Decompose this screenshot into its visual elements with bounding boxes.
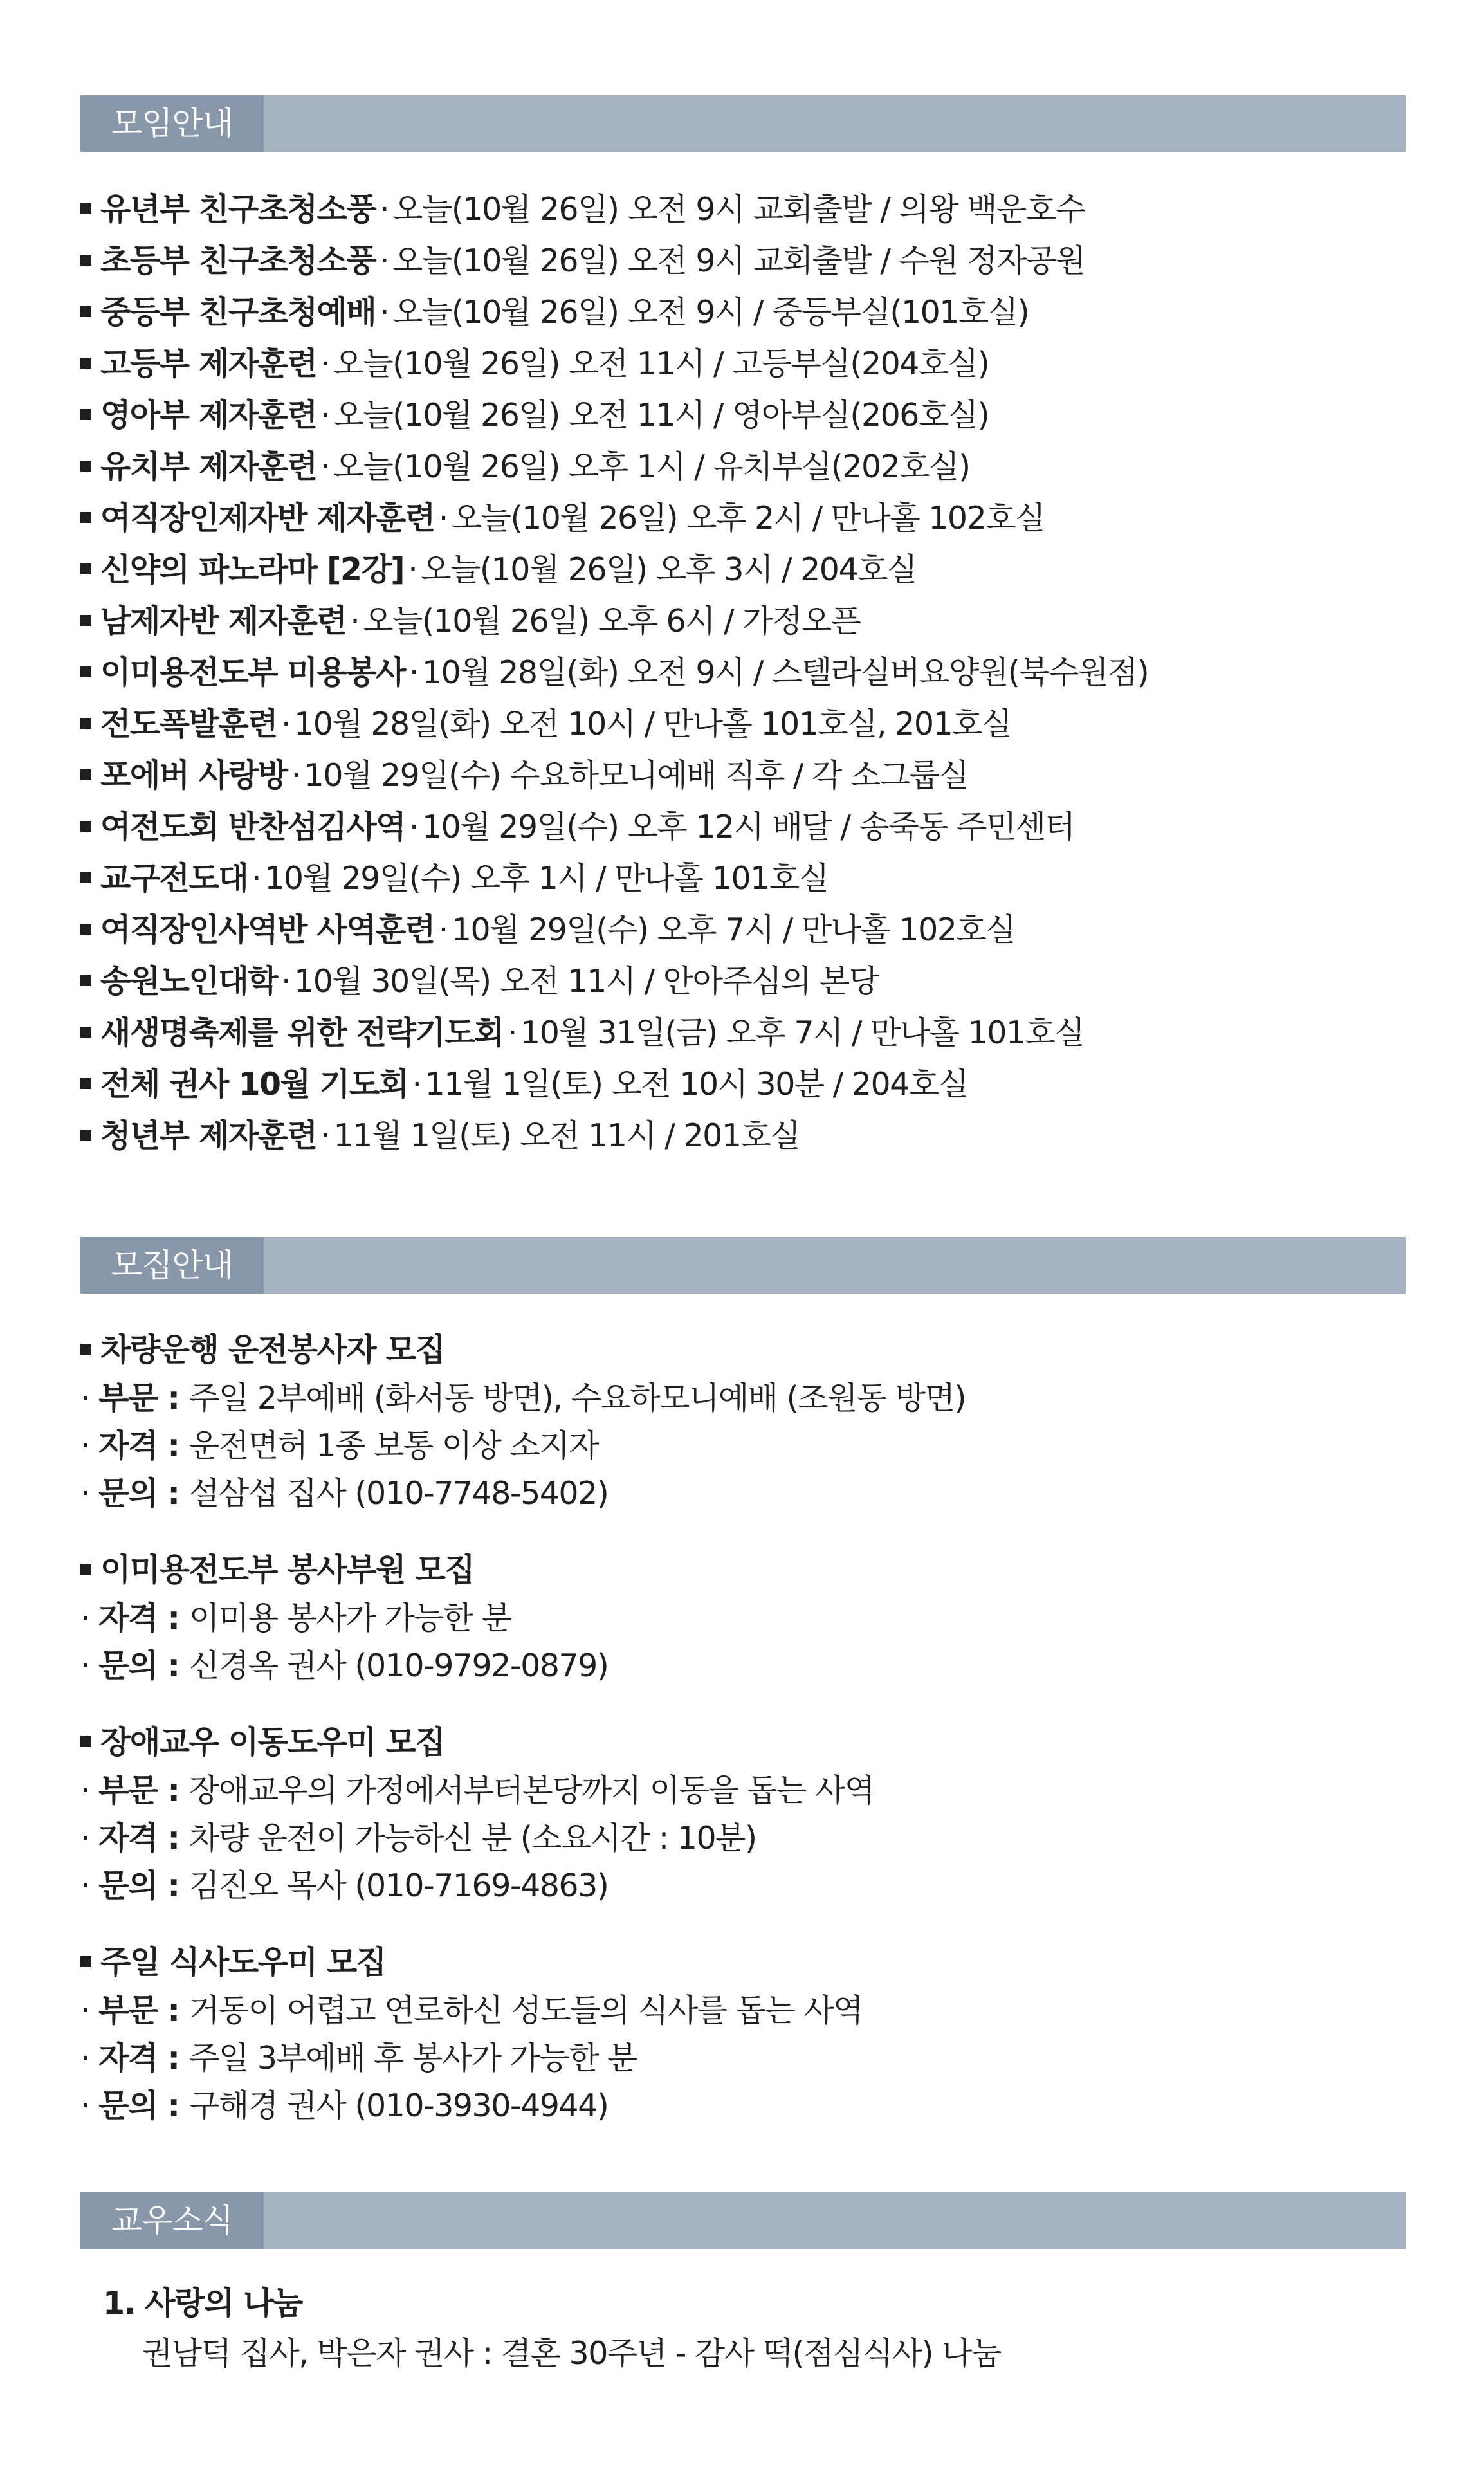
square-bullet-icon: [80, 306, 91, 317]
middle-dot-separator-icon: ·: [408, 809, 418, 845]
item-name: 중등부 친구초청예배: [100, 294, 376, 331]
recruit-title: [80, 1938, 1406, 1987]
item-name: 남제자반 제자훈련: [100, 603, 347, 639]
recruit-title: [80, 1326, 1406, 1375]
square-bullet-icon: [80, 975, 91, 986]
middle-dot-separator-icon: ·: [507, 1014, 517, 1051]
middle-dot-icon: ·: [80, 2087, 99, 2124]
middle-dot-icon: ·: [80, 1867, 99, 1904]
middle-dot-icon: ·: [80, 1992, 99, 2029]
middle-dot-separator-icon: ·: [380, 243, 389, 279]
colon-separator: :: [157, 1772, 190, 1809]
middle-dot-separator-icon: ·: [408, 551, 417, 588]
item-detail: 10월 29일(수) 수요하모니예배 직후 / 각 소그룹실: [304, 757, 969, 794]
square-bullet-icon: [80, 409, 91, 420]
item-name: 유년부 친구초청소풍: [100, 191, 376, 228]
recruit-line: [80, 1422, 1406, 1470]
recruit-label: 문의: [98, 1647, 158, 1684]
recruit-line: [80, 1375, 1406, 1422]
recruit-line: [80, 2082, 1406, 2130]
recruit-text: 설삼섭 집사 (010-7748-5402): [189, 1475, 609, 1512]
colon-separator: :: [157, 1867, 190, 1904]
recruit-title-text: 차량운행 운전봉사자 모집: [100, 1332, 445, 1368]
recruit-block: [80, 1938, 1406, 2130]
recruit-text: 이미용 봉사가 가능한 분: [189, 1600, 511, 1636]
list-item: [80, 287, 1406, 338]
square-bullet-icon: [80, 718, 91, 729]
square-bullet-icon: [80, 461, 91, 472]
recruit-line: [80, 1595, 1406, 1642]
item-name: 여직장인사역반 사역훈련: [100, 912, 435, 948]
recruit-text: 거동이 어렵고 연로하신 성도들의 식사를 돕는 사역: [189, 1992, 863, 2029]
item-name: 영아부 제자훈련: [100, 397, 317, 434]
recruit-block: [80, 1546, 1406, 1690]
colon-separator: :: [157, 1600, 190, 1636]
middle-dot-separator-icon: ·: [408, 654, 418, 691]
item-detail: 오늘(10월 26일) 오전 11시 / 고등부실(204호실): [333, 345, 989, 382]
square-bullet-icon: [80, 666, 91, 677]
recruit-label: 문의: [98, 1867, 158, 1904]
list-item: [80, 338, 1406, 390]
middle-dot-separator-icon: ·: [281, 963, 291, 1000]
item-detail: 10월 28일(화) 오전 10시 / 만나홀 101호실, 201호실: [294, 706, 1011, 742]
item-name: 이미용전도부 미용봉사: [100, 654, 405, 691]
square-bullet-icon: [80, 1027, 91, 1038]
middle-dot-separator-icon: ·: [438, 500, 448, 536]
middle-dot-separator-icon: ·: [281, 706, 291, 742]
item-detail: 10월 29일(수) 오후 1시 / 만나홀 101호실: [264, 860, 829, 897]
recruit-label: 자격: [98, 1600, 158, 1636]
colon-separator: :: [157, 1427, 190, 1464]
recruit-label: 자격: [98, 1820, 158, 1856]
square-bullet-icon: [80, 924, 91, 935]
item-detail: 10월 30일(목) 오전 11시 / 안아주심의 본당: [294, 963, 879, 1000]
middle-dot-icon: ·: [80, 1820, 99, 1856]
recruit-title-text: 주일 식사도우미 모집: [100, 1944, 386, 1981]
middle-dot-icon: ·: [80, 1600, 99, 1636]
item-name: 송원노인대학: [100, 963, 278, 1000]
item-name: 전체 권사 10월 기도회: [100, 1066, 408, 1103]
square-bullet-icon: [80, 1344, 91, 1355]
recruit-text: 주일 2부예배 (화서동 방면), 수요하모니예배 (조원동 방면): [189, 1380, 966, 1416]
news-section: [80, 2192, 1406, 2379]
middle-dot-icon: ·: [80, 1475, 99, 1512]
list-item: [80, 1110, 1406, 1162]
gatherings-section: [80, 95, 1406, 1162]
item-name: 청년부 제자훈련: [100, 1117, 317, 1154]
middle-dot-separator-icon: ·: [412, 1066, 421, 1103]
recruit-title: [80, 1718, 1406, 1767]
item-name: 초등부 친구초청소풍: [100, 243, 376, 279]
item-detail: 10월 29일(수) 오후 7시 / 만나홀 102호실: [451, 912, 1016, 948]
item-name: 새생명축제를 위한 전략기도회: [100, 1014, 504, 1051]
section-title: 모임안내: [80, 95, 264, 152]
recruit-line: [80, 1862, 1406, 1910]
recruit-block: [80, 1326, 1406, 1517]
list-item: [80, 235, 1406, 287]
item-detail: 오늘(10월 26일) 오전 11시 / 영아부실(206호실): [333, 397, 989, 434]
recruit-label: 자격: [98, 2040, 158, 2076]
recruit-line: [80, 1470, 1406, 1517]
recruit-line: [80, 1767, 1406, 1815]
item-detail: 오늘(10월 26일) 오후 1시 / 유치부실(202호실): [333, 448, 970, 485]
list-item: [80, 699, 1406, 750]
square-bullet-icon: [80, 821, 91, 832]
square-bullet-icon: [80, 203, 91, 214]
recruit-title-text: 장애교우 이동도우미 모집: [100, 1724, 445, 1761]
recruitment-section: [80, 1237, 1406, 2158]
middle-dot-separator-icon: ·: [252, 860, 261, 897]
square-bullet-icon: [80, 1078, 91, 1089]
item-detail: 오늘(10월 26일) 오후 6시 / 가정오픈: [363, 603, 861, 639]
list-item: [80, 853, 1406, 904]
list-item: [80, 544, 1406, 596]
recruit-label: 자격: [98, 1427, 158, 1464]
list-item: [80, 904, 1406, 956]
recruit-text: 신경옥 권사 (010-9792-0879): [189, 1647, 609, 1684]
middle-dot-separator-icon: ·: [320, 448, 330, 485]
colon-separator: :: [157, 1380, 190, 1416]
list-item: [80, 647, 1406, 699]
middle-dot-icon: ·: [80, 1380, 99, 1416]
list-item: [80, 493, 1406, 544]
section-title: 교우소식: [80, 2192, 264, 2249]
list-item: [80, 441, 1406, 493]
list-item: [80, 1059, 1406, 1110]
recruit-line: [80, 2035, 1406, 2082]
item-name: 신약의 파노라마 [2강]: [100, 551, 405, 588]
recruit-text: 장애교우의 가정에서부터본당까지 이동을 돕는 사역: [189, 1772, 874, 1809]
middle-dot-icon: ·: [80, 1427, 99, 1464]
middle-dot-icon: ·: [80, 1647, 99, 1684]
item-detail: 오늘(10월 26일) 오후 2시 / 만나홀 102호실: [451, 500, 1045, 536]
square-bullet-icon: [80, 1736, 91, 1747]
recruit-line: [80, 1987, 1406, 2035]
square-bullet-icon: [80, 255, 91, 266]
square-bullet-icon: [80, 512, 91, 523]
recruit-label: 부문: [98, 1380, 158, 1416]
item-name: 유치부 제자훈련: [100, 448, 317, 485]
item-detail: 오늘(10월 26일) 오전 9시 교회출발 / 수원 정자공원: [392, 243, 1085, 279]
recruitment-list: [80, 1326, 1406, 2130]
recruit-line: [80, 1642, 1406, 1690]
item-detail: 11월 1일(토) 오전 11시 / 201호실: [333, 1117, 800, 1154]
gathering-list: [80, 184, 1406, 1162]
colon-separator: :: [157, 1647, 190, 1684]
colon-separator: :: [157, 1820, 190, 1856]
item-detail: 오늘(10월 26일) 오전 9시 교회출발 / 의왕 백운호수: [392, 191, 1085, 228]
list-item: [80, 802, 1406, 853]
list-item: [80, 184, 1406, 235]
item-name: 여직장인제자반 제자훈련: [100, 500, 435, 536]
square-bullet-icon: [80, 563, 91, 574]
middle-dot-icon: ·: [80, 1772, 99, 1809]
colon-separator: :: [157, 2040, 190, 2076]
recruit-text: 주일 3부예배 후 봉사가 가능한 분: [189, 2040, 637, 2076]
recruit-text: 차량 운전이 가능하신 분 (소요시간 : 10분): [189, 1820, 756, 1856]
item-name: 포에버 사랑방: [100, 757, 288, 794]
colon-separator: :: [157, 1475, 190, 1512]
section-header-recruitment: [80, 1237, 1406, 1294]
colon-separator: :: [157, 1992, 190, 2029]
news-body: 권남덕 집사, 박은자 권사 : 결혼 30주년 - 감사 떡(점심식사) 나눔: [142, 2335, 1001, 2372]
section-title: 모집안내: [80, 1237, 264, 1294]
item-detail: 10월 28일(화) 오전 9시 / 스텔라실버요양원(북수원점): [421, 654, 1149, 691]
colon-separator: :: [157, 2087, 190, 2124]
list-item: [80, 750, 1406, 802]
item-name: 고등부 제자훈련: [100, 345, 317, 382]
middle-dot-separator-icon: ·: [320, 1117, 330, 1154]
recruit-label: 부문: [98, 1772, 158, 1809]
section-header-news: [80, 2192, 1406, 2249]
list-item: [80, 956, 1406, 1007]
square-bullet-icon: [80, 358, 91, 369]
section-header-gatherings: [80, 95, 1406, 152]
recruit-title-text: 이미용전도부 봉사부원 모집: [100, 1552, 475, 1588]
recruit-label: 부문: [98, 1992, 158, 2029]
recruit-line: [80, 1815, 1406, 1862]
item-name: 전도폭발훈련: [100, 706, 278, 742]
middle-dot-separator-icon: ·: [438, 912, 448, 948]
news-title: 1. 사랑의 나눔: [103, 2285, 302, 2322]
item-detail: 10월 29일(수) 오후 12시 배달 / 송죽동 주민센터: [421, 809, 1075, 845]
item-detail: 오늘(10월 26일) 오후 3시 / 204호실: [421, 551, 917, 588]
list-item: [80, 1007, 1406, 1059]
item-name: 여전도회 반찬섬김사역: [100, 809, 405, 845]
recruit-block: [80, 1718, 1406, 1910]
item-name: 교구전도대: [100, 860, 248, 897]
list-item: [80, 390, 1406, 441]
list-item: [80, 596, 1406, 647]
square-bullet-icon: [80, 1564, 91, 1575]
middle-dot-icon: ·: [80, 2040, 99, 2076]
item-detail: 10월 31일(금) 오후 7시 / 만나홀 101호실: [520, 1014, 1085, 1051]
recruit-text: 운전면허 1종 보통 이상 소지자: [189, 1427, 599, 1464]
item-detail: 오늘(10월 26일) 오전 9시 / 중등부실(101호실): [392, 294, 1029, 331]
recruit-text: 김진오 목사 (010-7169-4863): [189, 1867, 609, 1904]
recruit-label: 문의: [98, 2087, 158, 2124]
square-bullet-icon: [80, 1956, 91, 1967]
recruit-title: [80, 1546, 1406, 1595]
middle-dot-separator-icon: ·: [320, 397, 330, 434]
square-bullet-icon: [80, 1130, 91, 1141]
square-bullet-icon: [80, 615, 91, 626]
middle-dot-separator-icon: ·: [320, 345, 330, 382]
news-list: [80, 2278, 1406, 2379]
square-bullet-icon: [80, 769, 91, 780]
square-bullet-icon: [80, 872, 91, 883]
middle-dot-separator-icon: ·: [350, 603, 360, 639]
middle-dot-separator-icon: ·: [380, 294, 389, 331]
recruit-label: 문의: [98, 1475, 158, 1512]
middle-dot-separator-icon: ·: [291, 757, 300, 794]
item-detail: 11월 1일(토) 오전 10시 30분 / 204호실: [425, 1066, 968, 1103]
middle-dot-separator-icon: ·: [380, 191, 389, 228]
recruit-text: 구해경 권사 (010-3930-4944): [189, 2087, 609, 2124]
